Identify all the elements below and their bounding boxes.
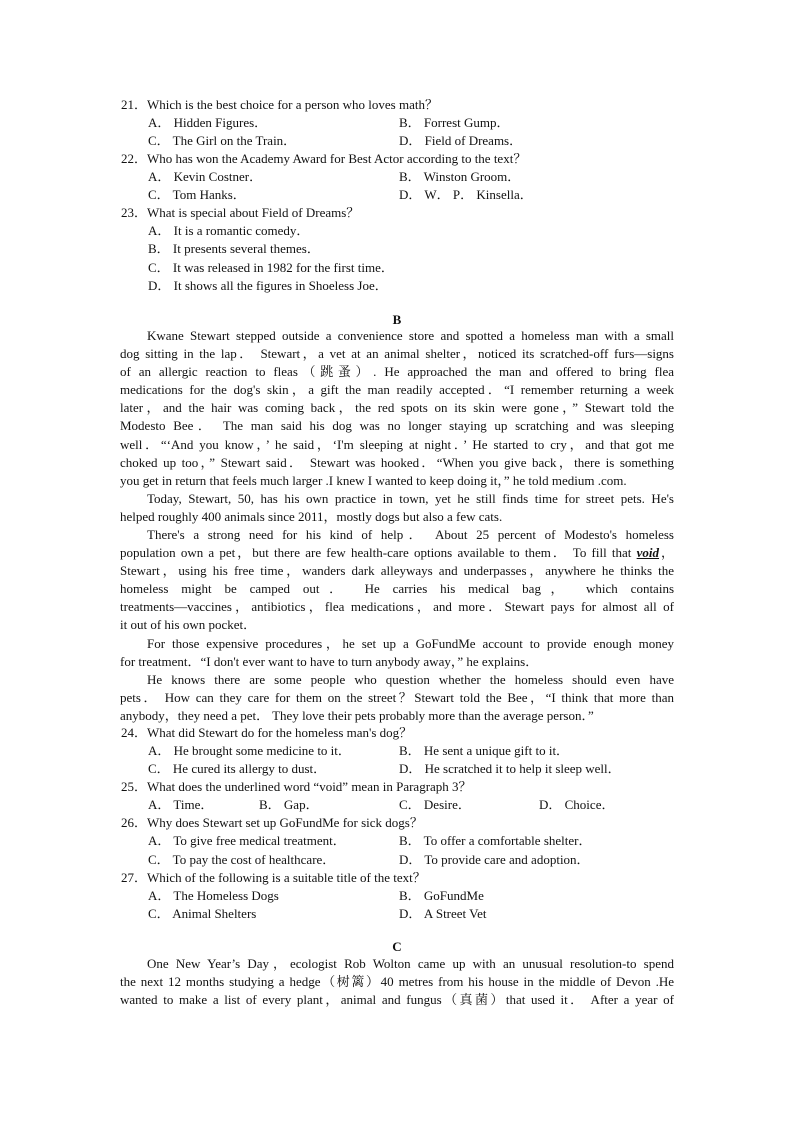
passage-b-paragraph-3 bbox=[120, 526, 674, 635]
passage-b-paragraph-5 bbox=[120, 671, 674, 725]
passage-b-paragraph-1 bbox=[120, 327, 674, 490]
option-d: D． W． P． Kinsella． bbox=[399, 187, 533, 202]
option-b: B． Forrest Gump． bbox=[399, 115, 510, 130]
passage-line: population own a pet，but there are few health-care options available to them． To fill that bbox=[120, 545, 632, 561]
option-c: C． Animal Shelters bbox=[148, 906, 257, 921]
option-a: A． Time． bbox=[148, 797, 214, 812]
question-stem: 26．Why does Stewart set up GoFundMe for sick dogs？ bbox=[121, 815, 423, 830]
option-c: C． Desire． bbox=[399, 797, 471, 812]
option-d: D． To provide care and adoption． bbox=[399, 852, 590, 867]
passage-line: Stewart，using his free time，wanders dark alleyways and underpasses，anywhere he thinks the bbox=[120, 563, 674, 579]
option-b: B． It presents several themes． bbox=[148, 241, 320, 256]
passage-line: later，and the hair was coming back，the red spots on its skin were gone，” Stewart told the bbox=[120, 400, 674, 416]
question-stem: 25．What does the underlined word “void” mean in Paragraph 3？ bbox=[121, 779, 472, 794]
option-b: B． Winston Groom． bbox=[399, 169, 521, 184]
option-a: A． It is a romantic comedy． bbox=[148, 223, 310, 238]
passage-c-paragraph-1 bbox=[120, 955, 674, 1009]
passage-line: There's a strong need for his kind of help． About 25 percent of Modesto's homeless bbox=[147, 527, 674, 542]
passage-line: homeless might be camped out． He carries his medical bag， which contains bbox=[120, 581, 674, 597]
section-heading-c: C bbox=[392, 939, 402, 954]
section-heading-b: B bbox=[392, 312, 402, 327]
option-a: A． He brought some medicine to it． bbox=[148, 743, 351, 758]
option-c: C． Tom Hanks． bbox=[148, 187, 246, 202]
passage-line: the next 12 months studying a hedge（树篱）40 metres from his house in the middle of Devon .He bbox=[120, 974, 674, 990]
passage-line: well．“‘And you know，’ he said，‘I'm sleeping at night．’ He started to cry，and that got me bbox=[120, 436, 674, 452]
passage-line: Modesto Bee． The man said his dog was no longer staying up scratching and was sleeping bbox=[120, 418, 674, 434]
question-stem: 21．Which is the best choice for a person who loves math？ bbox=[121, 97, 438, 112]
passage-punct: ， bbox=[659, 545, 674, 561]
passage-line: One New Year’s Day，ecologist Rob Wolton came up with an unusual resolution-to spend bbox=[147, 956, 674, 971]
passage-line-with-void bbox=[120, 544, 674, 562]
question-stem: 22．Who has won the Academy Award for Best Actor according to the text？ bbox=[121, 151, 527, 166]
option-c: C． The Girl on the Train． bbox=[148, 133, 297, 148]
option-c: C． To pay the cost of healthcare． bbox=[148, 852, 336, 867]
passage-line: Kwane Stewart stepped outside a convenience store and spotted a homeless man with a small bbox=[147, 328, 674, 343]
passage-line: For those expensive procedures，he set up a GoFundMe account to provide enough money bbox=[147, 636, 674, 651]
question-stem: 24．What did Stewart do for the homeless man's dog？ bbox=[121, 725, 413, 740]
question-stem: 23．What is special about Field of Dreams？ bbox=[121, 205, 360, 220]
option-c: C． It was released in 1982 for the first time． bbox=[148, 260, 394, 275]
passage-line: you get in return that feels much larger .I knew I wanted to keep doing it，” he told medium .com. bbox=[120, 472, 627, 488]
option-a: A． Hidden Figures． bbox=[148, 115, 268, 130]
option-a: A． Kevin Costner． bbox=[148, 169, 263, 184]
passage-line: anybody，they need a pet． They love their pets probably more than the average person．” bbox=[120, 708, 594, 724]
passage-line: for treatment．“I don't ever want to have to turn anybody away，” he explains． bbox=[120, 654, 539, 670]
passage-line: treatments—vaccines，antibiotics，flea medications，and more．Stewart pays for almost all of bbox=[120, 599, 674, 615]
option-b: B． To offer a comfortable shelter． bbox=[399, 833, 592, 848]
option-a: A． The Homeless Dogs bbox=[148, 888, 279, 903]
passage-line: He knows there are some people who question whether the homeless should even have bbox=[147, 672, 674, 687]
option-b: B． GoFundMe bbox=[399, 888, 484, 903]
passage-line: helped roughly 400 animals since 2011，mostly dogs but also a few cats. bbox=[120, 509, 503, 525]
passage-line: of an allergic reaction to fleas（跳蚤）. He approached the man and offered to bring flea bbox=[120, 364, 674, 380]
passage-line: dog sitting in the lap． Stewart，a vet at an animal shelter，noticed its scratched-off furs—signs bbox=[120, 346, 674, 362]
question-stem: 27．Which of the following is a suitable title of the text？ bbox=[121, 870, 426, 885]
option-c: C． He cured its allergy to dust． bbox=[148, 761, 327, 776]
option-d: D． He scratched it to help it sleep well． bbox=[399, 761, 621, 776]
passage-b-paragraph-4 bbox=[120, 635, 674, 671]
passage-line: choked up too，” Stewart said． Stewart was hooked．“When you give back，there is something bbox=[120, 454, 674, 470]
option-d: D． Choice． bbox=[539, 797, 615, 812]
option-b: B． Gap． bbox=[259, 797, 319, 812]
option-d: D． It shows all the figures in Shoeless Joe． bbox=[148, 278, 388, 293]
option-d: D． Field of Dreams． bbox=[399, 133, 523, 148]
passage-line: Today, Stewart, 50, has his own practice in town, yet he still finds time for street pets. He's bbox=[147, 491, 674, 506]
underlined-word-void: void bbox=[636, 545, 660, 561]
passage-b-paragraph-2 bbox=[120, 490, 674, 526]
passage-line: pets． How can they care for them on the street？Stewart told the Bee，“I think that more than bbox=[120, 690, 674, 706]
option-b: B． He sent a unique gift to it． bbox=[399, 743, 570, 758]
option-a: A． To give free medical treatment． bbox=[148, 833, 346, 848]
passage-line: it out of his own pocket． bbox=[120, 617, 257, 633]
passage-line: medications for the dog's skin，a gift the man readily accepted．“I remember returning a week bbox=[120, 382, 674, 398]
passage-line: wanted to make a list of every plant，animal and fungus（真菌）that used it． After a year of bbox=[120, 992, 674, 1008]
option-d: D． A Street Vet bbox=[399, 906, 487, 921]
